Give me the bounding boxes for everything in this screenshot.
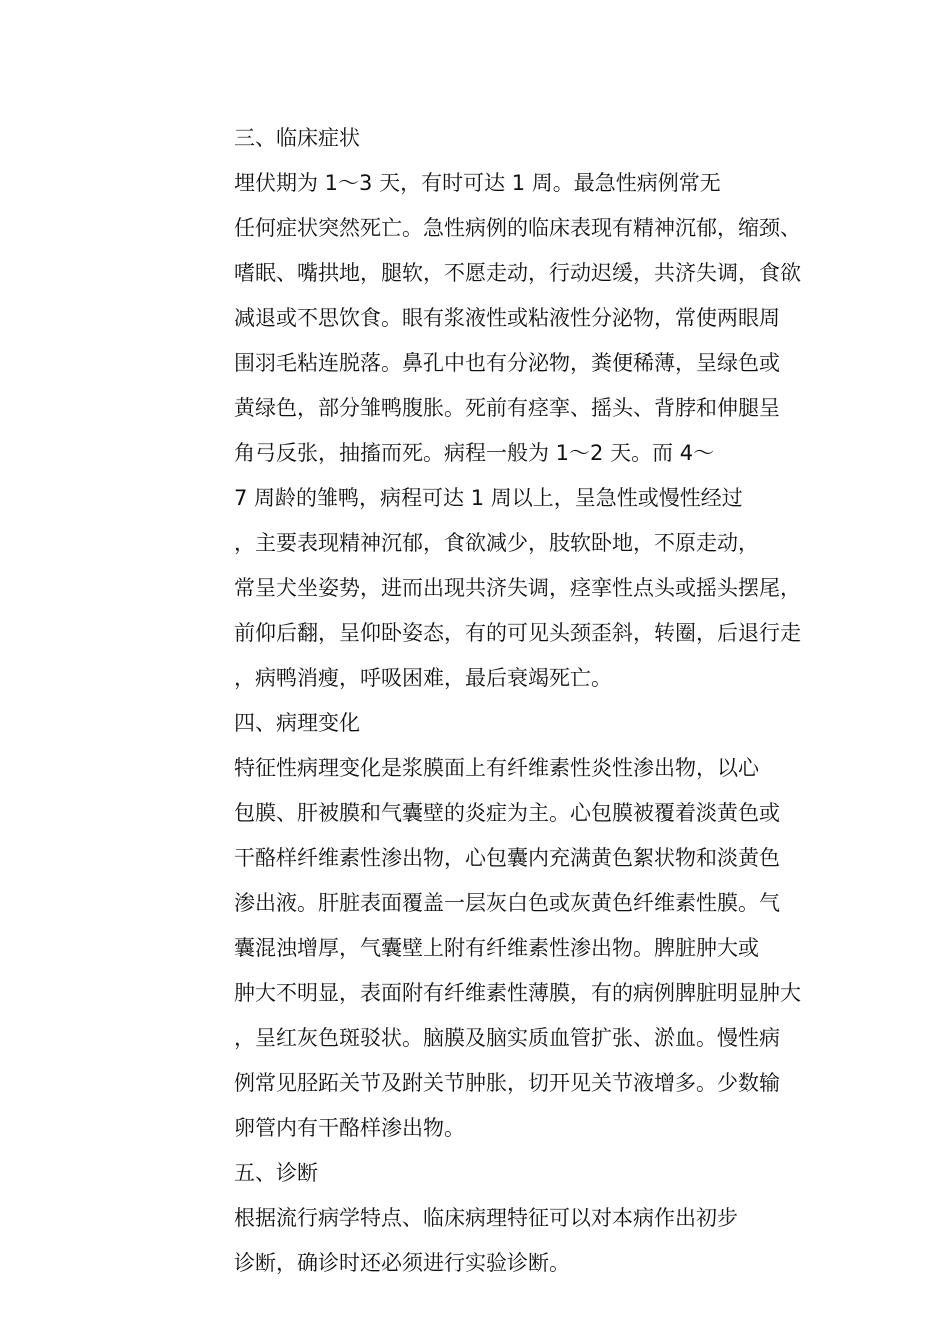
text-line: 角弓反张，抽搐而死。病程一般为 1～2 天。而 4～	[234, 441, 715, 465]
document-body	[146, 116, 810, 1286]
text-line: 干酪样纤维素性渗出物，心包囊内充满黄色絮状物和淡黄色	[234, 846, 780, 870]
section-heading-diagnosis: 五、诊断	[234, 1161, 318, 1185]
text-line: 卵管内有干酪样渗出物。	[234, 1116, 465, 1140]
text-line: 特征性病理变化是浆膜面上有纤维素性炎性渗出物，以心	[234, 756, 759, 780]
text-line: ，病鸭消瘦，呼吸困难，最后衰竭死亡。	[234, 666, 612, 690]
text-line: ，呈红灰色斑驳状。脑膜及脑实质血管扩张、淤血。慢性病	[234, 1026, 780, 1050]
paragraph-diagnosis	[146, 1196, 810, 1286]
text-line: 包膜、肝被膜和气囊壁的炎症为主。心包膜被覆着淡黄色或	[234, 801, 780, 825]
text-line: 减退或不思饮食。眼有浆液性或粘液性分泌物，常使两眼周	[234, 306, 780, 330]
text-line: 7 周龄的雏鸭，病程可达 1 周以上，呈急性或慢性经过	[234, 486, 743, 510]
text-line: 埋伏期为 1～3 天，有时可达 1 周。最急性病例常无	[234, 171, 721, 195]
text-line: 嗜眠、嘴拱地，腿软，不愿走动，行动迟缓，共济失调，食欲	[234, 261, 801, 285]
text-line: 常呈犬坐姿势，进而出现共济失调，痉挛性点头或摇头摆尾，	[234, 576, 801, 600]
text-line: 例常见胫跖关节及跗关节肿胀，切开见关节液增多。少数输	[234, 1071, 780, 1095]
text-line: 肿大不明显，表面附有纤维素性薄膜，有的病例脾脏明显肿大	[234, 981, 801, 1005]
text-line: 渗出液。肝脏表面覆盖一层灰白色或灰黄色纤维素性膜。气	[234, 891, 780, 915]
text-line: 任何症状突然死亡。急性病例的临床表现有精神沉郁，缩颈、	[234, 216, 801, 240]
section-heading-clinical-symptoms: 三、临床症状	[234, 126, 360, 150]
text-line: ，主要表现精神沉郁，食欲减少，肢软卧地，不原走动，	[234, 531, 759, 555]
text-line: 黄绿色，部分雏鸭腹胀。死前有痉挛、摇头、背脖和伸腿呈	[234, 396, 780, 420]
section-heading-pathology: 四、病理变化	[234, 711, 360, 735]
text-line: 囊混浊增厚，气囊壁上附有纤维素性渗出物。脾脏肿大或	[234, 936, 759, 960]
paragraph-pathology	[146, 746, 810, 1151]
text-line: 围羽毛粘连脱落。鼻孔中也有分泌物，粪便稀薄，呈绿色或	[234, 351, 780, 375]
text-line: 诊断，确诊时还必须进行实验诊断。	[234, 1251, 570, 1275]
text-line: 前仰后翻，呈仰卧姿态，有的可见头颈歪斜，转圈，后退行走	[234, 621, 801, 645]
text-line: 根据流行病学特点、临床病理特征可以对本病作出初步	[234, 1206, 738, 1230]
paragraph-clinical-symptoms	[146, 161, 810, 701]
